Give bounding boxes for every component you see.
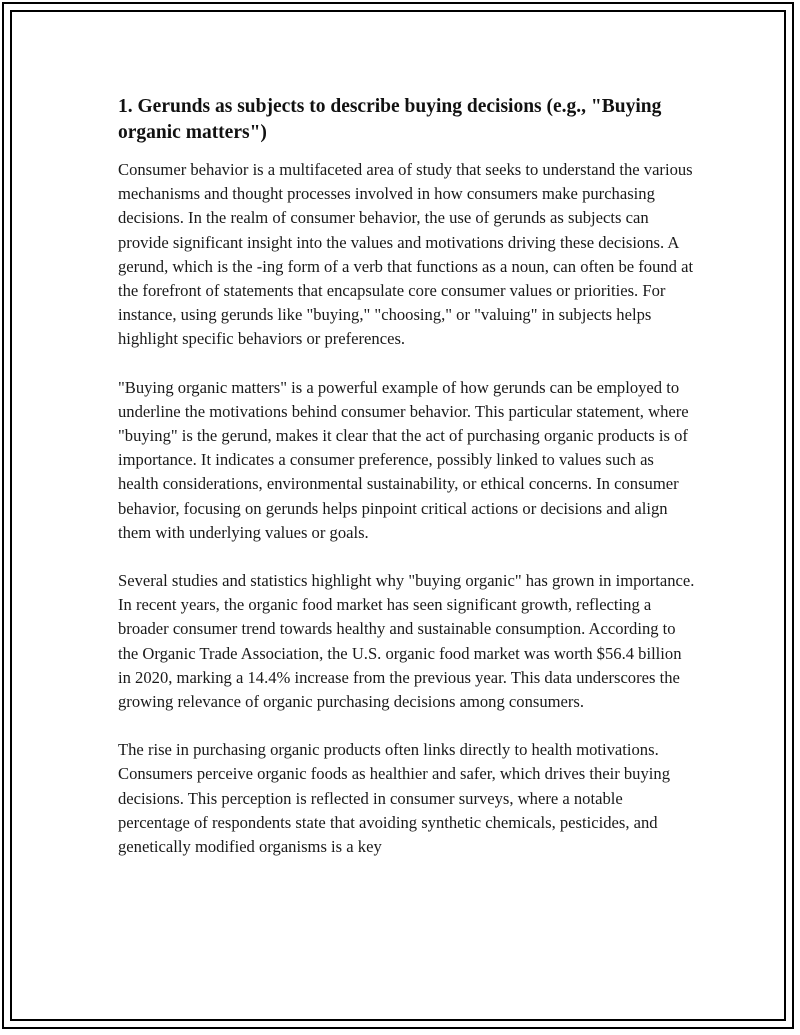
paragraph-buying-organic-example: "Buying organic matters" is a powerful example of how gerunds can be employed to underline the motivations behind consumer behavior. This particular statement, where "buying" is the gerund, makes it clear that the act of purchasing organic products is of importance. It indicates a consumer preference, possibly linked to values such as health considerations, environmental sustainability, or ethical concerns. In consumer behavior, focusing on gerunds helps pinpoint critical actions or decisions and align them with underlying values or goals. xyxy=(118,377,689,542)
document-body xyxy=(118,94,698,883)
paragraph-market-statistics: Several studies and statistics highlight why "buying organic" has grown in importance. In recent years, the organic food market has seen significant growth, reflecting a broader consumer trend towards healthy and sustainable consumption. According to the Organic Trade Association, the U.S. organic food market was worth $56.4 billion in 2020, marking a 14.4% increase from the previous year. This data underscores the growing relevance of organic purchasing decisions among consumers. xyxy=(118,571,695,712)
paragraph-health-motivations: The rise in purchasing organic products often links directly to health motivations. Consumers perceive organic foods as healthier and safer, which drives their buying decisions. This perception is reflected in consumer surveys, where a notable percentage of respondents state that avoiding synthetic chemicals, pesticides, and genetically modified organisms is a key xyxy=(118,740,670,857)
paragraph-intro: Consumer behavior is a multifaceted area of study that seeks to understand the various mechanisms and thought processes involved in how consumers make purchasing decisions. In the realm of consumer behavior, the use of gerunds as subjects can provide significant insight into the values and motivations driving these decisions. A gerund, which is the -ing form of a verb that functions as a noun, can often be found at the forefront of statements that encapsulate core consumer values or priorities. For instance, using gerunds like "buying," "choosing," or "valuing" in subjects helps highlight specific behaviors or preferences. xyxy=(118,160,694,349)
section-heading: 1. Gerunds as subjects to describe buying decisions (e.g., "Buying organic matters") xyxy=(118,96,662,143)
